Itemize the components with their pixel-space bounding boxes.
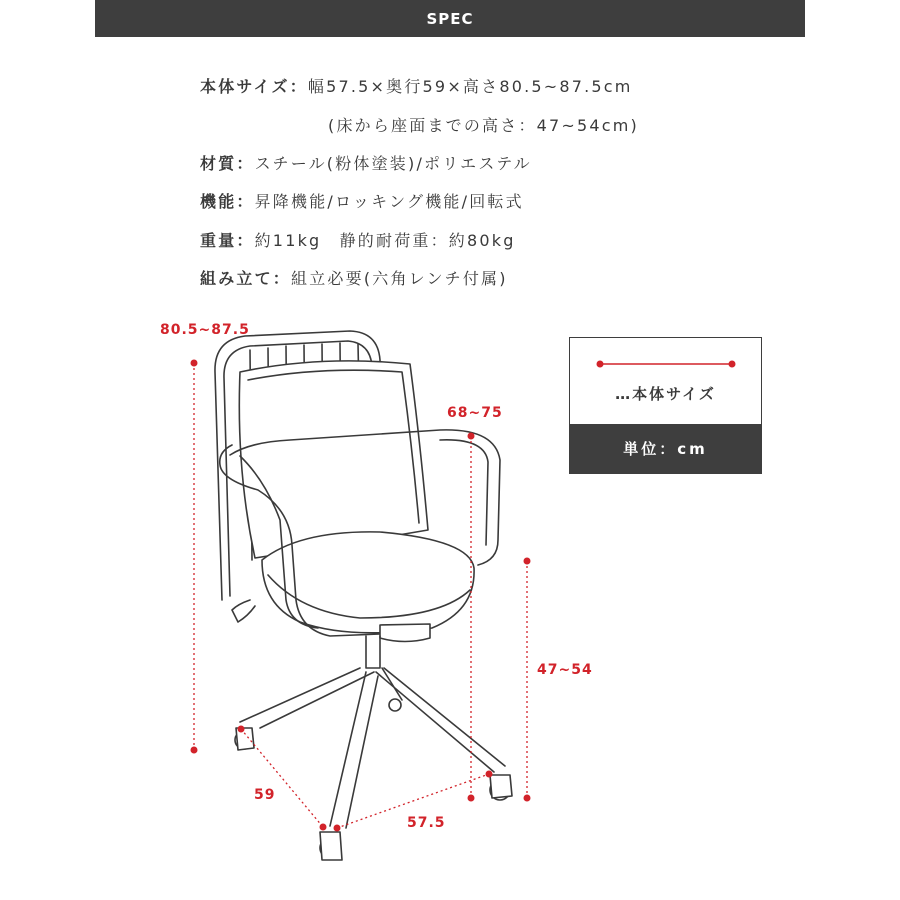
- legend-line-sample: [570, 338, 763, 424]
- legend-box: [569, 337, 762, 474]
- seat-height-dimension-label: 47~54: [537, 662, 593, 678]
- spec-function-value: 昇降機能/ロッキング機能/回転式: [254, 192, 524, 211]
- spec-title: SPEC: [426, 9, 474, 28]
- spec-function-label: 機能：: [200, 192, 255, 211]
- spec-material-label: 材質：: [200, 154, 255, 173]
- legend-body-size-label: …本体サイズ: [615, 385, 716, 403]
- spec-weight-value: 約11kg 静的耐荷重：約80kg: [254, 231, 516, 250]
- spec-assembly-label: 組み立て：: [200, 269, 292, 288]
- spec-size-value: 幅57.5×奥行59×高さ80.5~87.5cm: [307, 77, 633, 96]
- legend-unit-bar: [570, 424, 761, 473]
- arm-height-dimension-label: 68~75: [447, 405, 503, 421]
- depth-dimension-label: 59: [254, 787, 276, 803]
- spec-size-note: (床から座面までの高さ：47~54cm): [328, 116, 639, 135]
- spec-size-label: 本体サイズ：: [200, 77, 308, 96]
- spec-weight-label: 重量：: [200, 231, 255, 250]
- legend-unit-label: 単位：cm: [623, 440, 708, 458]
- legend-top: [570, 338, 761, 424]
- width-dimension-label: 57.5: [407, 815, 446, 831]
- height-dimension-label: 80.5~87.5: [160, 322, 250, 338]
- spec-assembly-value: 組立必要(六角レンチ付属): [291, 269, 508, 288]
- spec-material-value: スチール(粉体塗装)/ポリエステル: [254, 154, 532, 173]
